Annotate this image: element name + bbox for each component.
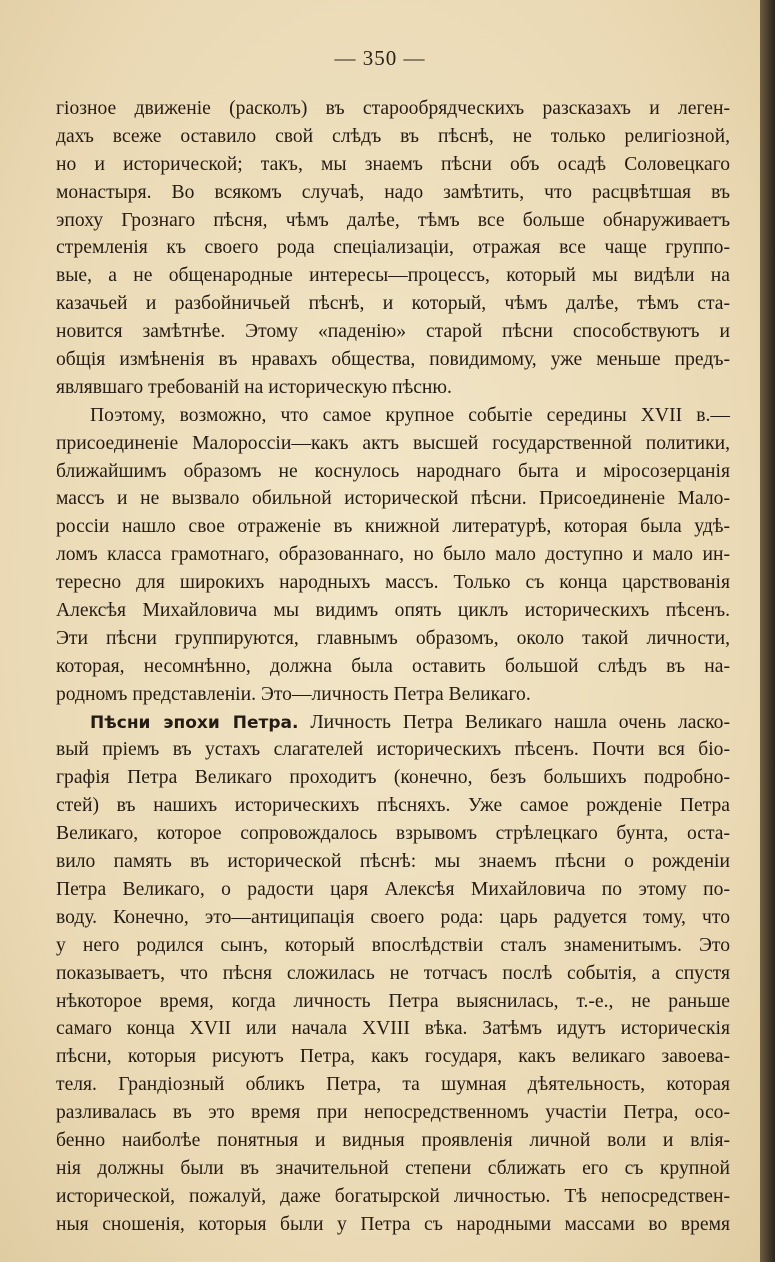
text-line: Поэтому, возможно, что самое крупное событіе середины XVII в.— (90, 404, 730, 426)
text-line: самаго конца XVII или начала XVIII вѣка. Затѣмъ идутъ историческія (56, 1018, 730, 1040)
text-line: Эти пѣсни группируются, главнымъ образомъ, около такой личности, (56, 627, 730, 649)
text-line: вые, а не общенародные интересы—процессъ, который мы видѣли на (56, 265, 730, 287)
text-line: присоединеніе Малороссіи—какъ актъ высшей государственной политики, (56, 432, 730, 454)
text-line: исторической, пожалуй, даже богатырской личностью. Тѣ непосредствен- (56, 1185, 730, 1207)
text-line: нія должны были въ значительной степени сближать его съ крупной (56, 1157, 730, 1179)
text-line: дахъ всеже оставило свой слѣдъ въ пѣснѣ, не только религіозной, (56, 125, 730, 147)
text-line: показываетъ, что пѣсня сложилась не тотчасъ послѣ событія, а спустя (56, 962, 730, 984)
text-line: разливалась въ это время при непосредственномъ участіи Петра, осо- (56, 1102, 730, 1124)
text-line: ближайшимъ образомъ не коснулось народнаго быта и міросозерцанія (56, 460, 730, 482)
text-line: которая, несомнѣнно, должна была оставить большой слѣдъ въ на- (56, 655, 730, 677)
text-line: у него родился сынъ, который впослѣдствіи сталъ знаменитымъ. Это (56, 934, 730, 956)
text-line: общія измѣненія въ нравахъ общества, повидимому, уже меньше предъ- (56, 349, 730, 371)
text-line: Великаго, которое сопровождалось взрывомъ стрѣлецкаго бунта, оста- (56, 823, 730, 845)
text-line: гіозное движеніе (расколъ) въ старообрядческихъ разсказахъ и леген- (56, 98, 730, 119)
text-line: эпоху Грознаго пѣсня, чѣмъ далѣе, тѣмъ все больше обнаруживаетъ (56, 209, 730, 231)
text-line: Алексѣя Михайловича мы видимъ опять циклъ историческихъ пѣсенъ. (56, 600, 730, 622)
text-line: пѣсни, которыя рисуютъ Петра, какъ государя, какъ великаго завоева- (56, 1046, 730, 1068)
body-text (56, 95, 730, 1239)
text-line: ломъ класса грамотнаго, образованнаго, но было мало доступно и мало ин- (56, 544, 730, 566)
text-line: новится замѣтнѣе. Этому «паденію» старой пѣсни способствуютъ и (56, 321, 730, 343)
text-line: Петра Великаго, о радости царя Алексѣя Михайловича по этому по- (56, 878, 730, 900)
text-line: монастыря. Во всякомъ случаѣ, надо замѣтить, что расцвѣтшая въ (56, 181, 730, 203)
book-edge (760, 0, 775, 1262)
text-line: родномъ представленіи. Это—личность Петра Великаго. (56, 683, 531, 705)
text-line: но и исторической; такъ, мы знаемъ пѣсни объ осадѣ Соловецкаго (56, 153, 730, 175)
section-heading: Пѣсни эпохи Петра. (90, 712, 299, 733)
text-line: тересно для широкихъ народныхъ массъ. Только съ конца царствованія (56, 572, 730, 594)
page-number: — 350 — (334, 46, 426, 70)
text-line: россіи нашло свое отраженіе въ книжной литературѣ, которая была удѣ- (56, 516, 730, 538)
text-line: казачьей и разбойничьей пѣснѣ, и который, чѣмъ далѣе, тѣмъ ста- (56, 293, 730, 315)
text-line: вило память въ исторической пѣснѣ: мы знаемъ пѣсни о рожденіи (56, 851, 730, 873)
text-line: воду. Конечно, это—антиципація своего рода: царь радуется тому, что (56, 906, 730, 928)
text-line: стей) въ нашихъ историческихъ пѣсняхъ. Уже самое рожденіе Петра (56, 795, 730, 817)
text-line: нѣкоторое время, когда личность Петра выяснилась, т.-е., не раньше (56, 990, 730, 1012)
text-line: бенно наиболѣе понятныя и видныя проявленія личной воли и влія- (56, 1129, 730, 1151)
text-line: вый пріемъ въ устахъ слагателей историческихъ пѣсенъ. Почти вся біо- (56, 739, 730, 761)
text-line: ныя сношенія, которыя были у Петра съ народными массами во время (56, 1213, 730, 1235)
text-line: стремленія къ своего рода спеціализаціи, отражая все чаще группо- (56, 237, 730, 259)
text-line: теля. Грандіозный обликъ Петра, та шумная дѣятельность, которая (56, 1074, 730, 1096)
text-line: массъ и не вызвало обильной исторической пѣсни. Присоединеніе Мало- (56, 488, 730, 510)
text-line: Пѣсни эпохи Петра. Личность Петра Великаго нашла очень ласко- (90, 711, 730, 733)
text-line: являвшаго требованій на историческую пѣсню. (56, 376, 452, 398)
text-line: графія Петра Великаго проходитъ (конечно, безъ большихъ подробно- (56, 767, 730, 789)
